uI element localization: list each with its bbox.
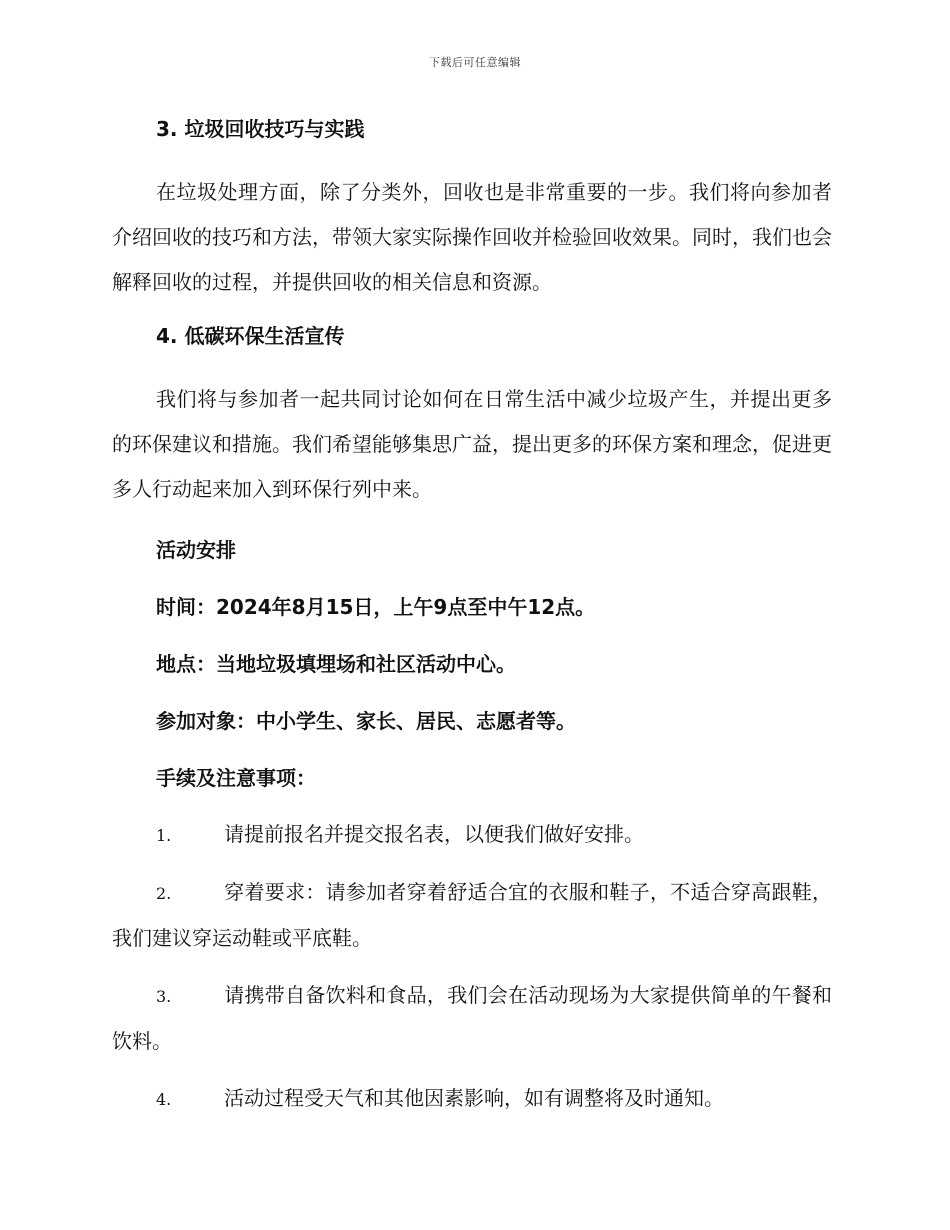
section-4-title: 4. 低碳环保生活宣传 xyxy=(156,324,345,348)
notes-title: 手续及注意事项： xyxy=(156,766,316,790)
section-4-body: 我们将与参加者一起共同讨论如何在日常生活中减少垃圾产生，并提出更多的环保建议和措施。我们希望能够集思广益，提出更多的环保方案和理念，促进更多人行动起来加入到环保行列中来。 xyxy=(112,387,832,501)
arrangement-title: 活动安排 xyxy=(156,538,236,562)
note-item-3 xyxy=(112,973,832,1064)
section-3-body: 在垃圾处理方面，除了分类外，回收也是非常重要的一步。我们将向参加者介绍回收的技巧和方法，带领大家实际操作回收并检验回收效果。同时，我们也会解释回收的过程，并提供回收的相关信息和资源。 xyxy=(112,180,832,294)
arrangement-time: 时间：2024年8月15日，上午9点至中午12点。 xyxy=(156,595,596,619)
note-number: 4. xyxy=(156,1090,172,1109)
note-text: 穿着要求：请参加者穿着舒适合宜的衣服和鞋子，不适合穿高跟鞋，我们建议穿运动鞋或平底鞋。 xyxy=(112,880,832,950)
page-header: 下载后可任意编辑 xyxy=(429,56,521,69)
note-item-2 xyxy=(112,870,832,961)
document-body xyxy=(112,112,832,1122)
note-text: 活动过程受天气和其他因素影响，如有调整将及时通知。 xyxy=(224,1086,724,1110)
note-number: 3. xyxy=(156,987,172,1006)
note-number: 1. xyxy=(156,826,172,845)
arrangement-audience: 参加对象：中小学生、家长、居民、志愿者等。 xyxy=(156,709,576,733)
note-text: 请提前报名并提交报名表，以便我们做好安排。 xyxy=(224,822,644,846)
section-3-title: 3. 垃圾回收技巧与实践 xyxy=(156,117,365,141)
note-text: 请携带自备饮料和食品，我们会在活动现场为大家提供简单的午餐和饮料。 xyxy=(112,983,832,1053)
note-item-1 xyxy=(112,812,832,858)
note-item-4 xyxy=(112,1076,832,1122)
note-number: 2. xyxy=(156,884,172,903)
arrangement-place: 地点：当地垃圾填埋场和社区活动中心。 xyxy=(156,652,516,676)
